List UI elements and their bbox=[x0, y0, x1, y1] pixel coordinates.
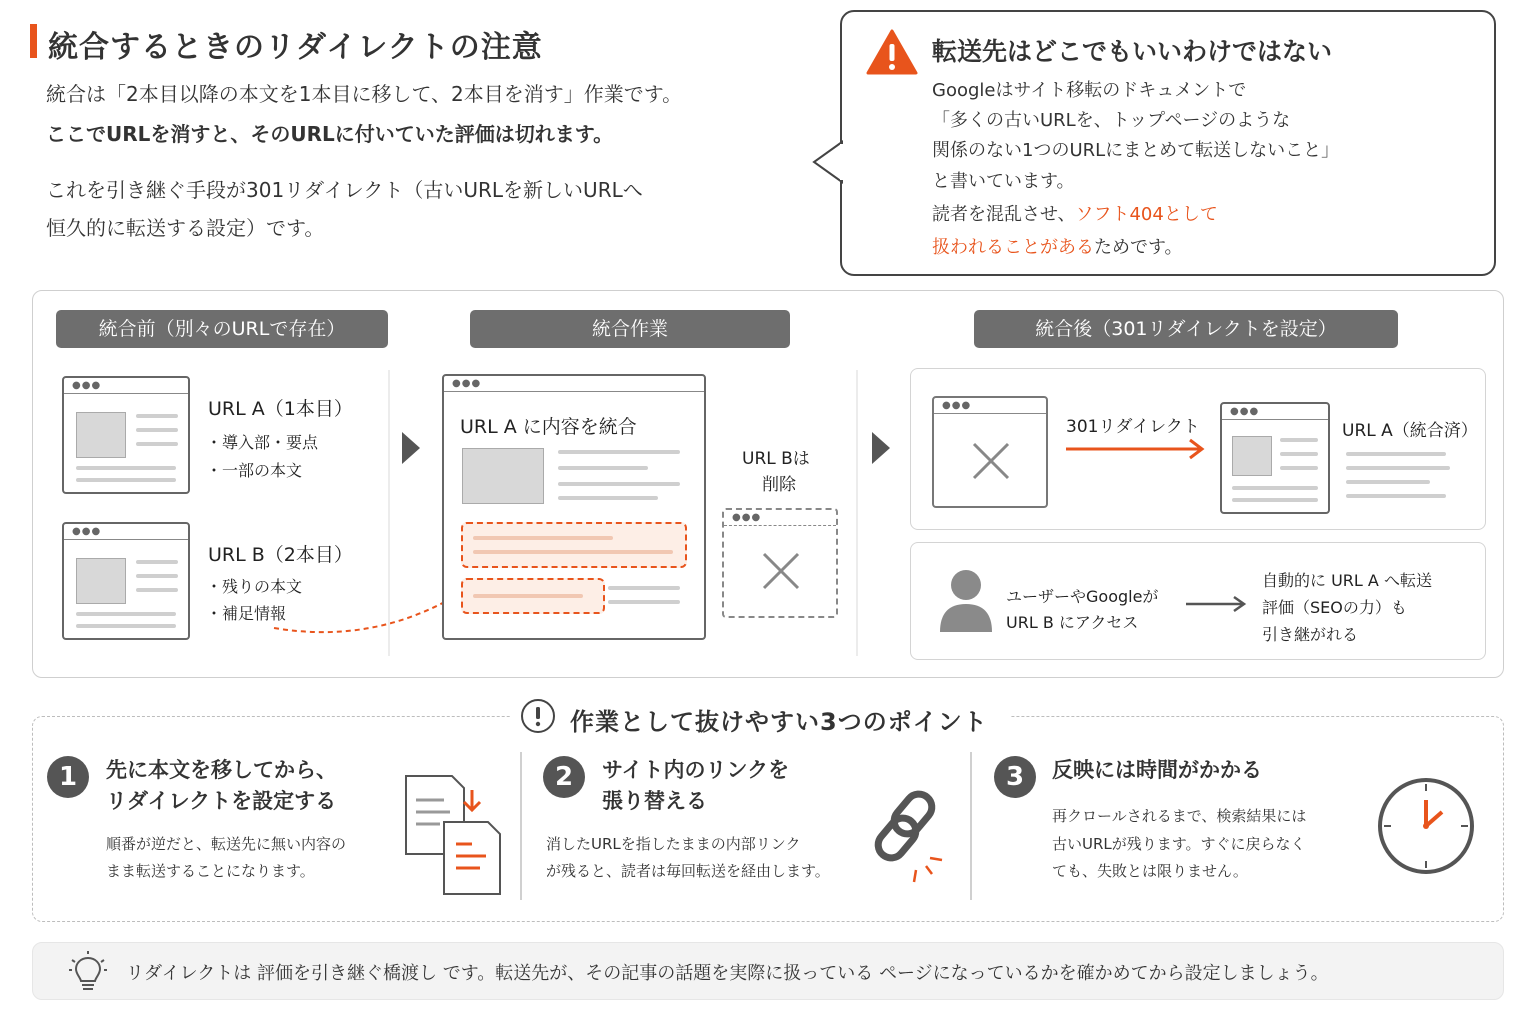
url-a-window: ●●● bbox=[62, 376, 190, 494]
warning-line-4: と書いています。 bbox=[932, 171, 1075, 192]
result-line-2: 評価（SEOの力）も bbox=[1262, 598, 1407, 617]
clock-icon bbox=[1376, 776, 1476, 876]
divider bbox=[856, 370, 858, 656]
chevron-right-icon bbox=[400, 430, 422, 466]
result-line-1: 自動的に URL A へ転送 bbox=[1262, 571, 1432, 590]
merged-content-block-1 bbox=[461, 522, 687, 568]
warning-icon bbox=[866, 28, 918, 76]
chevron-right-icon bbox=[870, 430, 892, 466]
url-b-deleted-label-1: URL Bは bbox=[742, 449, 810, 469]
point-1-heading-2: リダイレクトを設定する bbox=[106, 789, 337, 813]
url-b-item-1: ・残りの本文 bbox=[206, 577, 303, 596]
arrow-right-icon bbox=[1184, 594, 1248, 614]
divider bbox=[388, 370, 390, 656]
exclamation-circle-icon bbox=[520, 698, 556, 734]
warning-line-6-highlight: 扱われることがある bbox=[932, 237, 1094, 258]
point-3-number: 3 bbox=[994, 756, 1036, 798]
user-icon bbox=[938, 568, 994, 632]
stage-label-work: 統合作業 bbox=[470, 310, 790, 348]
warning-line-6 bbox=[932, 236, 1183, 260]
result-line-3: 引き継がれる bbox=[1262, 625, 1359, 644]
point-2-heading-2: 張り替える bbox=[602, 789, 707, 813]
title-accent-bar bbox=[30, 24, 37, 58]
close-icon bbox=[970, 440, 1012, 482]
warning-line-1: Googleはサイト移転のドキュメントで bbox=[932, 80, 1247, 101]
merged-content-block-2 bbox=[461, 578, 605, 614]
point-1-number: 1 bbox=[47, 756, 89, 798]
footer-text: リダイレクトは 評価を引き継ぐ橋渡し です。転送先が、その記事の話題を実際に扱っている ページになっているかを確かめてから設定しましょう。 bbox=[126, 963, 1329, 984]
url-a-item-2: ・一部の本文 bbox=[206, 461, 303, 480]
page-title: 統合するときのリダイレクトの注意 bbox=[48, 30, 543, 65]
stage-label-before: 統合前（別々のURLで存在） bbox=[56, 310, 388, 348]
points-title: 作業として抜けやすい3つのポイント bbox=[570, 708, 988, 736]
warning-line-5-highlight: ソフト404として bbox=[1075, 204, 1218, 225]
point-1-heading-1: 先に本文を移してから、 bbox=[106, 758, 337, 782]
url-a-merged-label: URL A（統合済） bbox=[1342, 421, 1478, 441]
point-1-body-1: 順番が逆だと、転送先に無い内容の bbox=[106, 835, 347, 853]
move-content-arrow bbox=[260, 586, 470, 646]
divider bbox=[970, 752, 972, 900]
intro-warning-line: ここでURLを消すと、そのURLに付いていた評価は切れます。 bbox=[46, 122, 614, 146]
stage-label-after: 統合後（301リダイレクトを設定） bbox=[974, 310, 1398, 348]
close-icon bbox=[760, 550, 802, 592]
intro-line-3: これを引き継ぐ手段が301リダイレクト（古いURLを新しいURLへ bbox=[46, 178, 643, 202]
url-b-deleted-label-2: 削除 bbox=[762, 475, 796, 495]
url-b-item-2: ・補足情報 bbox=[206, 604, 287, 623]
lightbulb-icon bbox=[68, 950, 108, 992]
url-a-merged-window: ●●● bbox=[1220, 402, 1330, 514]
redirect-arrow-icon bbox=[1064, 438, 1208, 460]
redirect-label: 301リダイレクト bbox=[1066, 417, 1200, 437]
documents-move-icon bbox=[400, 770, 504, 898]
warning-line-5-plain: 読者を混乱させ、 bbox=[932, 204, 1076, 225]
merged-url-a-window: ●●● bbox=[442, 374, 706, 640]
point-2-body-1: 消したURLを指したままの内部リンク bbox=[546, 835, 801, 853]
point-2-heading-1: サイト内のリンクを bbox=[602, 758, 790, 782]
deleted-url-b-window: ●●● bbox=[722, 508, 838, 618]
point-2-body-2: が残ると、読者は毎回転送を経由します。 bbox=[546, 862, 830, 880]
url-b-window: ●●● bbox=[62, 522, 190, 640]
url-b-title: URL B（2本目） bbox=[208, 544, 353, 566]
intro-line-4: 恒久的に転送する設定）です。 bbox=[46, 216, 325, 240]
url-a-title: URL A（1本目） bbox=[208, 398, 353, 420]
warning-title: 転送先はどこでもいいわけではない bbox=[932, 37, 1333, 66]
merge-title: URL A に内容を統合 bbox=[460, 416, 637, 438]
warning-line-3: 関係のない1つのURLにまとめて転送しないこと」 bbox=[932, 140, 1340, 161]
callout-tail bbox=[812, 140, 844, 186]
old-url-b-window: ●●● bbox=[932, 396, 1048, 508]
point-3-heading-1: 反映には時間がかかる bbox=[1052, 758, 1262, 782]
point-3-body-3: ても、失敗とは限りません。 bbox=[1052, 862, 1248, 880]
intro-line-1: 統合は「2本目以降の本文を1本目に移して、2本目を消す」作業です。 bbox=[46, 82, 683, 106]
warning-line-2: 「多くの古いURLを、トップページのような bbox=[932, 110, 1291, 131]
access-line-1: ユーザーやGoogleが bbox=[1006, 587, 1159, 606]
point-3-body-2: 古いURLが残ります。すぐに戻らなく bbox=[1052, 835, 1306, 853]
point-3-body-1: 再クロールされるまで、検索結果には bbox=[1052, 807, 1307, 825]
divider bbox=[520, 752, 522, 900]
point-2-number: 2 bbox=[543, 756, 585, 798]
broken-link-icon bbox=[870, 788, 950, 888]
access-line-2: URL B にアクセス bbox=[1006, 613, 1139, 632]
warning-line-5 bbox=[932, 203, 1218, 227]
point-1-body-2: まま転送することになります。 bbox=[106, 862, 315, 880]
url-a-item-1: ・導入部・要点 bbox=[206, 433, 319, 452]
warning-line-6-plain: ためです。 bbox=[1094, 237, 1183, 258]
